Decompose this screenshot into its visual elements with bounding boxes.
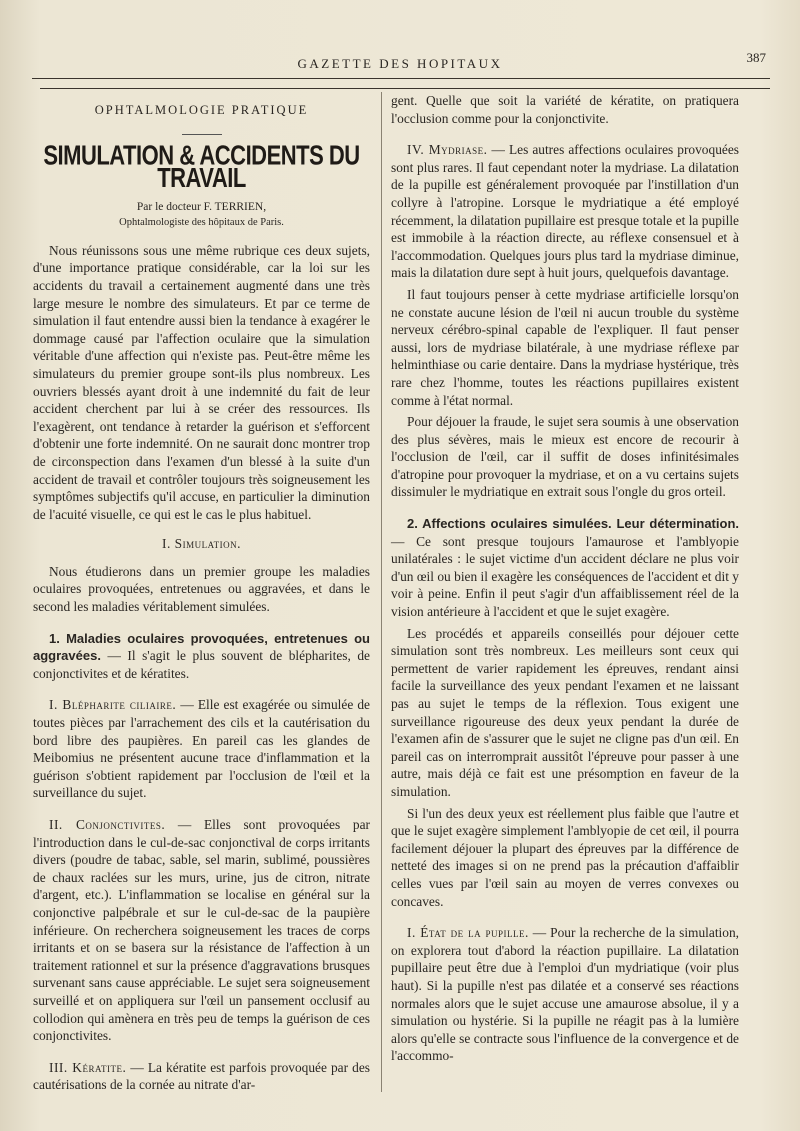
paragraph xyxy=(33,1059,370,1094)
paragraph-text: — Les autres affections oculaires provoquées sont plus rares. Il faut cependant noter la mydriase. La dilatation de la pupille est généralement provoquée par l'instillation d'un collyre à l'atropine. Lorsque le mydriatique a été employé récemment, la dilatation pupillaire est presque totale et la pupille est immobile à la réaction directe, au réflexe consensuel et à l'accommodation. Quelques jours plus tard la mydriase diminue, mais la dilatation dure sept à huit jours, quelquefois davantage. xyxy=(391,142,739,281)
paragraph-text: — La kératite est parfois provoquée par des cautérisations de la cornée au nitrate d'ar- xyxy=(33,1059,370,1093)
paragraph: Si l'un des deux yeux est réellement plus faible que l'autre et que le sujet exagère simplement l'amblyopie de cet œil, il pourra facilement déjouer la plupart des épreuves par la différence de netteté des images si on ne prend pas la précaution d'affaiblir celles vues par l'œil sain au moyen de verres convexes ou concaves. xyxy=(391,805,739,909)
paragraph-text: — Elles sont provoquées par l'introduction dans le cul-de-sac conjonctival de corps irritants divers (poudre de tabac, sable, sel marin, sublimé, poussières de chaux raclées sur les murs, urine, jus de citron, nitrate d'argent, etc.). L'inflammation se localise en général sur la conjonctive palpébrale et sur le cul-de-sac de la paupière inférieure. On recherchera soigneusement les traces de corps irritants et on se basera sur la résistance de l'affection à un traitement rationnel et sur la présence d'aggravations brusques survenant sans cause appréciable. Le sujet sera soigneusement surveillé et on appliquera sur l'œil un pansement occlusif au collodion qui amènera en très peu de temps la guérison de ces conjonctivites. xyxy=(33,817,370,1044)
item-heading: IV. Mydriase. xyxy=(407,142,488,158)
paragraph: Les procédés et appareils conseillés pour déjouer cette simulation sont très nombreux. Les meilleurs sont ceux qui permettent de varier rapidement les épreuves, rendant ainsi facile la surveillance des yeux pendant l'examen et ne laissant pas au sujet le temps de la réflexion. Tous exigent une surveillance rigoureuse des deux yeux pendant la durée de l'examen afin de s'assurer que le sujet ne cligne pas d'un œil. En pareil cas on interromprait aussitôt l'épreuve pour passer à une autre, mais déjà ce fait est une présomption en faveur de la simulation. xyxy=(391,625,739,799)
paragraph-text: — Il s'agit le plus souvent de blépharites, de conjonctivites et de kératites. xyxy=(33,648,370,681)
paragraph: Il faut toujours penser à cette mydriase artificielle lorsqu'on ne constate aucune lésion de l'œil ni aucun trouble du système nerveux cérébro-spinal capable de l'expliquer. Il faut penser aussi, lors de mydriase bilatérale, à une mydriase réflexe par helminthiase ou carie dentaire. Dans la mydriase hystérique, très rare chez l'homme, toutes les réactions pupillaires existent comme à l'état normal. xyxy=(391,286,739,408)
intro-paragraph: Nous réunissons sous une même rubrique ces deux sujets, d'une importance pratique considérable, car la loi sur les accidents du travail a certainement augmenté dans une très large mesure le nombre des simulateurs. Et par ce terme de simulation il faut entendre aussi bien la tendance à exagérer le dommage causé par l'affection oculaire que la simulation véritable d'une affection qui n'existe pas. Peut-être même les simulateurs du premier groupe sont-ils plus nombreux. Les ouvriers blessés ayant droit à une indemnité du fait de leur accident cherchent par lui à se créer des ressources. Ils l'exagèrent, ont tendance à retarder la guérison et s'efforcent d'obtenir une forte indemnité. On ne saurait donc montrer trop de circonspection dans l'examen d'un blessé à la suite d'un accident de travail et contrôler toujours très soigneusement les symptômes subjectifs qu'il accuse, en particulier la diminution de l'acuité visuelle, ce qui est le cas le plus habituel. xyxy=(33,242,370,522)
subsection-heading: 1. Maladies oculaires provoquées, entretenues ou aggravées. xyxy=(33,630,370,664)
paragraph-text: — Ce sont presque toujours l'amaurose et l'amblyopie unilatérales : le sujet victime d'un accident déclare ne plus voir d'un œil ou bien il exagère les conséquences de l'accident et dit y voir à peine. Enfin il peut s'agir d'un affaiblissement réel de la vision antérieure à l'accident et que le sujet exagère. xyxy=(391,533,739,620)
header-rule-thin xyxy=(40,88,770,89)
article-title: SIMULATION & ACCIDENTS DU TRAVAIL xyxy=(43,139,360,193)
rubric: OPHTALMOLOGIE PRATIQUE xyxy=(94,103,309,117)
subsection-heading: 2. Affections oculaires simulées. Leur détermination. xyxy=(407,516,739,532)
author: Par le docteur F. TERRIEN, xyxy=(136,200,267,213)
paragraph xyxy=(391,924,739,1065)
paragraph-text: — Elle est exagérée ou simulée de toutes pièces par l'arrachement des cils et la cautérisation du bord libre des paupières. En pareil cas les glandes de Meibomius ne présentent aucune trace d'inflammation et la guérison s'obtient rapidement par l'occlusion de l'œil et la surveillance du sujet. xyxy=(33,697,370,801)
column-divider xyxy=(381,92,382,1092)
item-heading: II. Conjonctivites. xyxy=(49,817,166,832)
paragraph xyxy=(33,816,370,1045)
left-column xyxy=(33,92,370,1098)
byline xyxy=(33,200,370,230)
item-heading: I. État de la pupille. xyxy=(407,925,529,941)
header-rule xyxy=(32,78,770,79)
paragraph-text: — Pour la recherche de la simulation, on explorera tout d'abord la réaction pupillaire. La dilatation pupillaire peut être due à l'emploi d'un mydriatique (voir plus haut). Si la pupille n'est pas dilatée et a conservé ses réactions normales alors que le sujet accuse une amaurose absolue, il y a simulation ou hystérie. Si la pupille ne réagit pas à la lumière alors qu'elle se contracte sous l'influence de la convergence et de l'accommo- xyxy=(391,925,739,1064)
paragraph: gent. Quelle que soit la variété de kératite, on pratiquera l'occlusion comme pour la conjonctivite. xyxy=(391,93,739,126)
subsection-paragraph xyxy=(33,630,370,683)
item-heading: I. Blépharite ciliaire. xyxy=(49,697,177,713)
paragraph xyxy=(33,696,370,802)
journal-title: GAZETTE DES HOPITAUX xyxy=(297,56,503,71)
section-heading: I. Simulation. xyxy=(162,536,241,552)
right-column xyxy=(391,92,739,1069)
affiliation: Ophtalmologiste des hôpitaux de Paris. xyxy=(119,216,284,228)
paragraph xyxy=(391,141,739,282)
subsection-paragraph xyxy=(391,515,739,621)
rubric-rule xyxy=(182,134,222,135)
paragraph: Nous étudierons dans un premier groupe les maladies oculaires provoquées, entretenues ou aggravées, et dans le second les maladies véritablement simulées. xyxy=(33,563,370,615)
paragraph: Pour déjouer la fraude, le sujet sera soumis à une observation des plus sévères, mais le mieux est encore de recourir à l'occlusion de l'œil, car il suffit de doses infinitésimales d'atropine pour provoquer la mydriase, et on a vu certains sujets dissimuler le mydriatique en extrait sous l'ongle du gros orteil. xyxy=(391,414,739,500)
item-heading: III. Kératite. xyxy=(49,1059,127,1075)
page-header xyxy=(30,48,770,78)
page-number: 387 xyxy=(746,50,766,65)
